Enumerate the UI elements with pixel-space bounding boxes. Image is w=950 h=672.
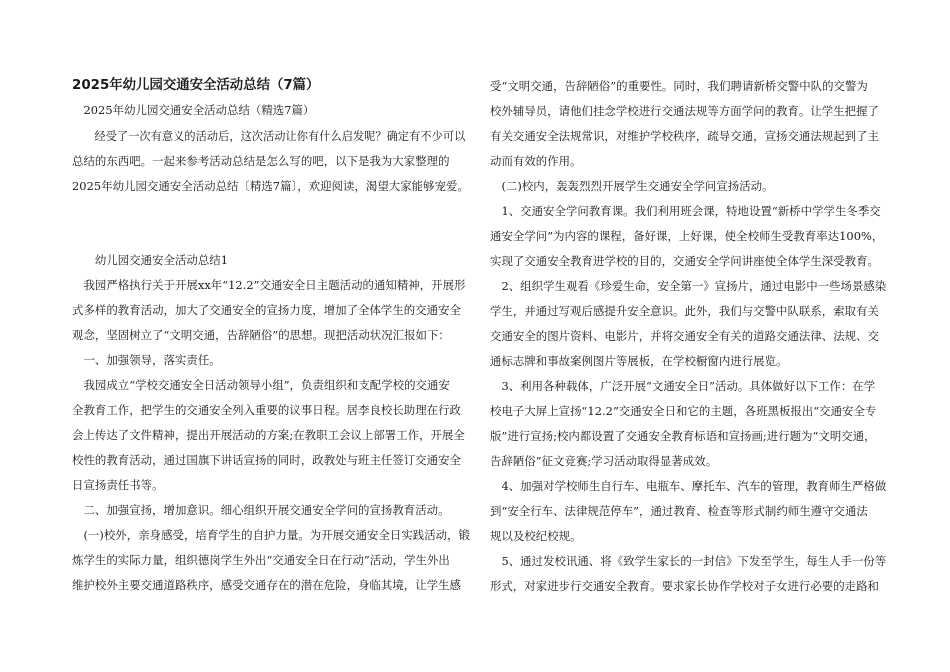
text-line: 校电子大屏上宣扬“12.2”交通安全日和它的主题，各班黑板报出“交通安全专 [490, 404, 877, 418]
section-heading: 幼儿园交通安全活动总结1 [72, 253, 229, 267]
text-line: 2025年幼儿园交通安全活动总结（精选7篇） [72, 103, 315, 117]
text-line: 式多样的教育活动，加大了交通安全的宣扬力度，增加了全体学生的交通安全 [72, 303, 461, 317]
text-line: 2025年幼儿园交通安全活动总结〔精选7篇〕，欢迎阅读，渴望大家能够宠爱。 [72, 179, 469, 193]
text-line: 总结的东西吧。一起来参考活动总结是怎么写的吧，以下是我为大家整理的 [72, 154, 450, 168]
text-line: 实现了交通安全教育进学校的目的，交通安全学问讲座使全体学生深受教育。 [490, 254, 879, 268]
text-line: 到“安全行车、法律规范停车”，通过教育、检查等形式制约师生遵守交通法 [490, 504, 868, 518]
text-line: 经受了一次有意义的活动后，这次活动让你有什么启发呢？确定有不少可以 [72, 130, 466, 143]
text-line: 学生，并通过写观后感提升安全意识。此外，我们与交警中队联系，索取有关 [490, 304, 879, 318]
text-line: 规以及校纪校规。 [490, 529, 582, 543]
text-line: 4、加强对学校师生自行车、电瓶车、摩托车、汽车的管理，教育师生严格做 [490, 479, 887, 493]
text-line: 3、利用各种载体，广泛开展“文通安全日”活动。具体做好以下工作：在学 [490, 379, 876, 393]
text-line: 一、加强领导，落实责任。 [72, 353, 221, 367]
text-line: 通标志牌和事故案例图片等展板，在学校橱窗内进行展览。 [490, 354, 788, 368]
text-line: 有关交通安全法规常识，对维护学校秩序，疏导交通，宣扬交通法规起到了主 [490, 129, 879, 143]
text-line: 日宣扬责任书等。 [72, 478, 164, 492]
text-line: 1、交通安全学问教育课。我们利用班会课，特地设置“新桥中学学生冬季交 [490, 204, 881, 218]
text-line: (二)校内，轰轰烈烈开展学生交通安全学问宣扬活动。 [490, 179, 774, 193]
text-line: 版”进行宣扬;校内都设置了交通安全教育标语和宣扬画;进行题为“文明交通， [490, 429, 876, 443]
text-line: 2、组织学生观看《珍爱生命，安全第一》宣扬片，通过电影中一些场景感染 [490, 279, 887, 293]
text-line: 形式，对家进步行交通安全教育。要求家长协作学校对子女进行必要的走路和 [490, 579, 879, 593]
text-line: 维护校外主要交通道路秩序，感受交通存在的潜在危险，身临其境，让学生感 [72, 578, 461, 592]
text-line: 观念，坚固树立了“文明交通，告辞陋俗”的思想。现把活动状况汇报如下： [72, 328, 450, 342]
text-line: 交通安全的图片资料、电影片，并将交通安全有关的道路交通法律、法规、交 [490, 329, 879, 343]
document-title: 2025年幼儿园交通安全活动总结（7篇） [72, 78, 320, 93]
text-line: 会上传达了文件精神，提出开展活动的方案;在教职工会议上部署工作，开展全 [72, 428, 465, 442]
text-line: 校性的教育活动，通过国旗下讲话宣扬的同时，政教处与班主任签订交通安全 [72, 453, 461, 467]
text-line: 炼学生的实际力量，组织德岗学生外出“交通安全日在行动”活动，学生外出 [72, 553, 450, 567]
text-line: 二、加强宣扬，增加意识。细心组织开展交通安全学问的宣扬教育活动。 [72, 503, 450, 517]
text-line: 动而有效的作用。 [490, 154, 582, 168]
text-line: 通安全学问”为内容的课程，备好课，上好课，使全校师生受教育率达100%， [490, 229, 884, 243]
text-line: 校外辅导员，请他们挂念学校进行交通法规等方面学问的教育。让学生把握了 [490, 104, 879, 118]
text-line: 我园成立“学校交通安全日活动领导小组”，负责组织和支配学校的交通安 [72, 378, 450, 392]
text-line: 全教育工作，把学生的交通安全列入重要的议事日程。居李良校长助理在行政 [72, 403, 461, 417]
text-line: (一)校外，亲身感受，培育学生的自护力量。为开展交通安全日实践活动，锻 [72, 528, 470, 542]
text-line: 受“文明交通，告辞陋俗”的重要性。同时，我们聘请新桥交警中队的交警为 [490, 79, 868, 93]
text-line: 5、通过发校讯通、将《致学生家长的一封信》下发至学生，每生人手一份等 [490, 554, 887, 568]
text-line: 我园严格执行关于开展xx年“12.2”交通安全日主题活动的通知精神，开展形 [72, 278, 466, 292]
text-line: 告辞陋俗”征文竞赛;学习活动取得显著成效。 [490, 454, 718, 468]
